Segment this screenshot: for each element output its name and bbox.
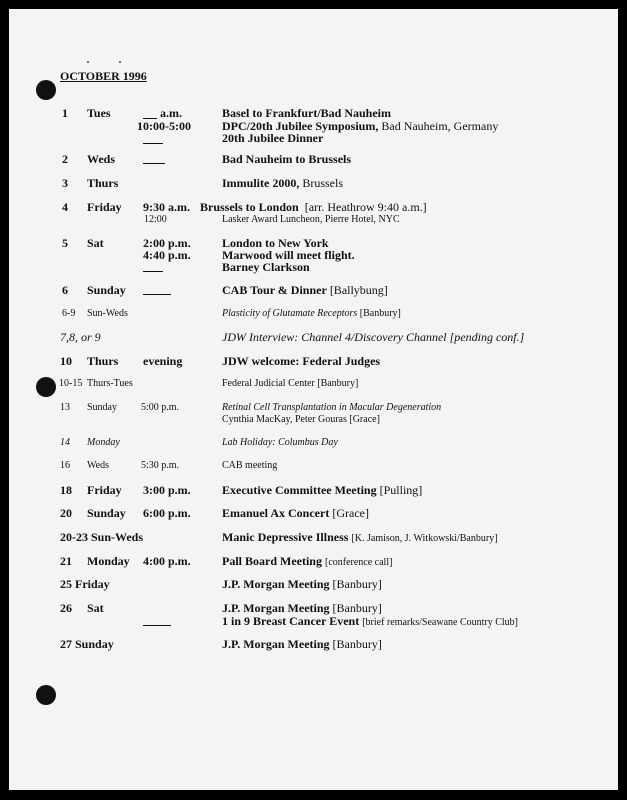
- document-page: [9, 9, 618, 790]
- row-weekday: Sun-Weds: [87, 308, 128, 319]
- row-event: [222, 578, 382, 590]
- row-weekday: Friday: [87, 483, 122, 497]
- row-event: [222, 309, 401, 319]
- row-event: 20th Jubilee Dinner: [222, 131, 324, 145]
- event-title: Manic Depressive Illness: [222, 530, 349, 544]
- row-event: Basel to Frankfurt/Bad Nauheim: [222, 106, 392, 120]
- row-day-weekday: 20-23 Sun-Weds: [60, 530, 144, 544]
- time-blank-line: [143, 294, 171, 295]
- row-event: Retinal Cell Transplantation in Macular Degeneration: [222, 402, 442, 413]
- punch-hole-middle: [36, 377, 56, 397]
- row-time: 5:30 p.m.: [141, 460, 180, 471]
- row-event: [222, 602, 382, 614]
- row-day: 14: [60, 437, 70, 448]
- row-day: 20: [60, 506, 72, 520]
- row-event: [222, 484, 422, 496]
- row-time: 3:00 p.m.: [143, 483, 191, 497]
- row-day: 5: [62, 236, 68, 250]
- row-event: JDW welcome: Federal Judges: [222, 354, 381, 368]
- event-title: J.P. Morgan Meeting: [222, 601, 330, 615]
- row-event: CAB meeting: [222, 460, 278, 471]
- event-location: [Ballybung]: [329, 283, 388, 297]
- row-event: Marwood will meet flight.: [222, 248, 355, 262]
- event-title: Pall Board Meeting: [222, 554, 322, 568]
- event-note: [K. Jamison, J. Witkowski/Banbury]: [351, 533, 498, 544]
- row-day: 4: [62, 200, 68, 214]
- event-location: Bad Nauheim, Germany: [381, 119, 499, 133]
- row-day: 18: [60, 483, 72, 497]
- event-title: Plasticity of Glutamate Receptors: [222, 308, 358, 319]
- row-time: evening: [143, 354, 183, 368]
- event-title: Emanuel Ax Concert: [222, 506, 330, 520]
- event-location: Brussels: [302, 176, 343, 190]
- row-day: 21: [60, 554, 72, 568]
- row-event: Cynthia MacKay, Peter Gouras [Grace]: [222, 414, 380, 425]
- row-event: [222, 615, 518, 628]
- row-weekday: Sat: [87, 601, 104, 615]
- row-day: 16: [60, 460, 70, 471]
- row-time: 9:30 a.m.: [143, 200, 190, 214]
- row-time: 12:00: [144, 214, 167, 225]
- event-title: Executive Committee Meeting: [222, 483, 377, 497]
- event-location: [Banbury]: [332, 577, 382, 591]
- row-event: JDW Interview: Channel 4/Discovery Channel [pending conf.]: [222, 330, 525, 344]
- row-time: 4:00 p.m.: [143, 554, 191, 568]
- row-event: [222, 507, 369, 519]
- row-event: [222, 284, 388, 296]
- row-time: 6:00 p.m.: [143, 506, 191, 520]
- row-day-weekday: 25 Friday: [60, 577, 110, 591]
- row-day-weekday: 27 Sunday: [60, 637, 114, 651]
- row-event: Lasker Award Luncheon, Pierre Hotel, NYC: [222, 214, 400, 225]
- row-event: [222, 177, 343, 189]
- row-day: 10-15: [59, 378, 83, 389]
- row-weekday: Monday: [87, 554, 130, 568]
- row-weekday: Monday: [87, 437, 120, 448]
- row-weekday: Thurs-Tues: [87, 378, 133, 389]
- time-blank-line: [143, 625, 171, 626]
- time-blank-line: [143, 163, 165, 164]
- event-title: DPC/20th Jubilee Symposium,: [222, 119, 379, 133]
- event-location: [Grace]: [332, 506, 369, 520]
- row-weekday: Weds: [87, 460, 109, 471]
- row-day: 1: [62, 106, 68, 120]
- row-day: 2: [62, 152, 68, 166]
- row-event: Lab Holiday: Columbus Day: [222, 437, 338, 448]
- row-weekday: Friday: [87, 200, 122, 214]
- stray-mark: [119, 61, 121, 63]
- row-time: 5:00 p.m.: [141, 402, 180, 413]
- row-weekday: Sunday: [87, 506, 126, 520]
- event-title: Immulite 2000,: [222, 176, 300, 190]
- row-time: a.m.: [160, 106, 182, 120]
- punch-hole-bottom: [36, 685, 56, 705]
- month-header: OCTOBER 1996: [60, 69, 147, 83]
- event-title: J.P. Morgan Meeting: [222, 637, 330, 651]
- row-weekday: Tues: [87, 106, 111, 120]
- row-weekday: Sat: [87, 236, 104, 250]
- row-event: [222, 638, 382, 650]
- row-weekday: Thurs: [87, 354, 119, 368]
- row-time: 4:40 p.m.: [143, 248, 191, 262]
- time-blank-line: [143, 143, 163, 144]
- stray-mark: [87, 61, 89, 63]
- event-title: J.P. Morgan Meeting: [222, 577, 330, 591]
- row-day: 10: [60, 354, 72, 368]
- row-event: [222, 531, 498, 544]
- punch-hole-top: [36, 80, 56, 100]
- row-time: 10:00-5:00: [137, 119, 191, 133]
- time-blank-line: [143, 271, 163, 272]
- event-location: [Banbury]: [332, 601, 382, 615]
- row-day: 3: [62, 176, 68, 190]
- row-weekday: Sunday: [87, 283, 126, 297]
- event-location: [Pulling]: [379, 483, 423, 497]
- row-event: Barney Clarkson: [222, 260, 310, 274]
- row-day: 6: [62, 283, 68, 297]
- event-note: [brief remarks/Seawane Country Club]: [362, 617, 519, 628]
- row-time: 2:00 p.m.: [143, 236, 191, 250]
- row-day: 26: [60, 601, 72, 615]
- row-event: Bad Nauheim to Brussels: [222, 152, 352, 166]
- row-event: [222, 555, 392, 568]
- event-title: CAB Tour & Dinner: [222, 283, 327, 297]
- row-event: [200, 201, 427, 213]
- event-location: [Banbury]: [332, 637, 382, 651]
- row-event: London to New York: [222, 236, 329, 250]
- event-title: Brussels to London: [200, 200, 299, 214]
- row-weekday: Weds: [87, 152, 116, 166]
- row-weekday: Thurs: [87, 176, 119, 190]
- event-note: [arr. Heathrow 9:40 a.m.]: [304, 200, 427, 214]
- row-event: Federal Judicial Center [Banbury]: [222, 378, 359, 389]
- event-location: [Banbury]: [359, 308, 401, 319]
- row-day: 7,8, or 9: [60, 330, 101, 344]
- event-title: 1 in 9 Breast Cancer Event: [222, 614, 360, 628]
- row-day: 13: [60, 402, 70, 413]
- event-note: [conference call]: [324, 557, 393, 568]
- row-day: 6-9: [62, 308, 76, 319]
- row-weekday: Sunday: [87, 402, 117, 413]
